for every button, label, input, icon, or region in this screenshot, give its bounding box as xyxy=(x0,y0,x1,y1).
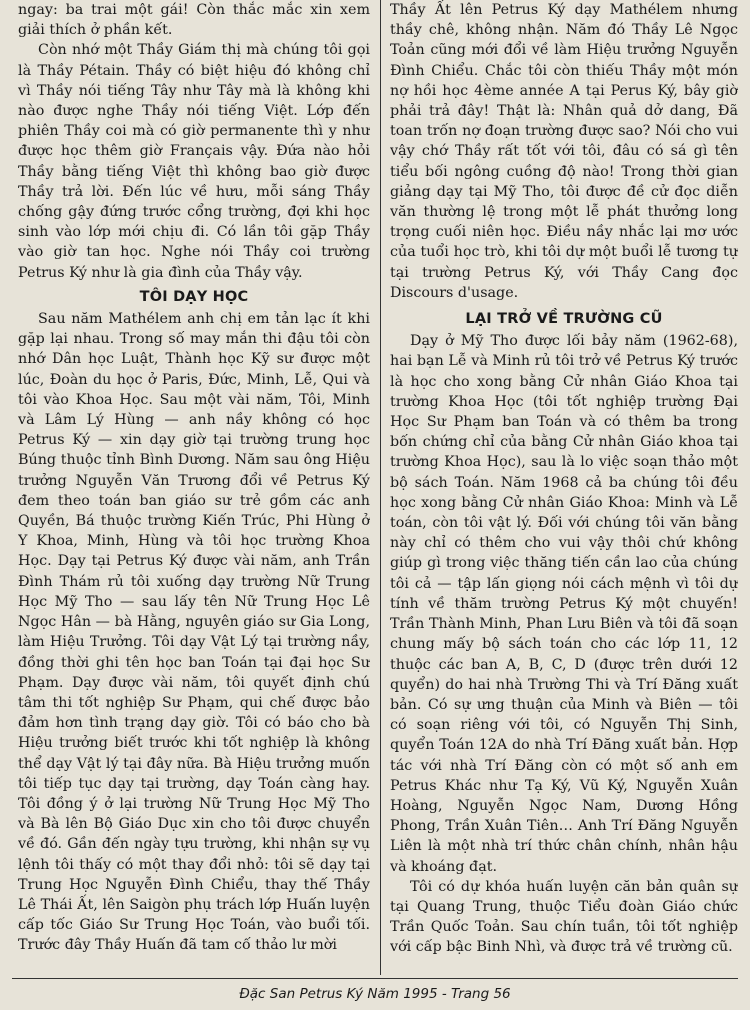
paragraph: Tôi có dự khóa huấn luyện căn bản quân sự tại Quang Trung, thuộc Tiểu đoàn Giáo chức Trần Quốc Toản. Sau chín tuần, tôi tốt nghiệp với cấp bậc Binh Nhì, và được trả về trường cũ. xyxy=(390,878,738,956)
paragraph: ngay: ba trai một gái! Còn thắc mắc xin xem giải thích ở phần kết. xyxy=(18,2,370,39)
left-column xyxy=(18,0,370,970)
paragraph: Còn nhớ một Thầy Giám thị mà chúng tôi gọi là Thầy Pétain. Thầy có biệt hiệu đó không chỉ vì Thầy nói tiếng Tây như Tây mà là không khi nào được nghe Thầy nói tiếng Việt. Lớp đến phiên Thầy coi mà có giờ permanente thì y như được học thêm giờ Français vậy. Đứa nào hỏi Thầy bằng tiếng Việt thì không bao giờ được Thầy trả lời. Đến lúc về hưu, mỗi sáng Thầy chống gậy đứng trước cổng trường, đợi khi học sinh vào lớp mới chịu đi. Có lần tôi gặp Thầy vào giờ tan học. Nghe nói Thầy coi trường Petrus Ký như là gia đình của Thầy vậy. xyxy=(18,42,370,281)
page-footer: Đặc San Petrus Ký Năm 1995 - Trang 56 xyxy=(239,986,511,1002)
section-heading: TÔI DẠY HỌC xyxy=(139,288,249,305)
section-heading: LẠI TRỞ VỀ TRƯỜNG CŨ xyxy=(465,311,663,328)
paragraph: Thầy Ất lên Petrus Ký dạy Mathélem nhưng thầy chê, không nhận. Năm đó Thầy Lê Ngọc Toản cũng mới đổi về làm Hiệu trưởng Nguyễn Đình Chiểu. Chắc tôi còn thiếu Thầy một món nợ hồi học 4ème année A tại Perus Ký, bây giờ phải trả đây! Thật là: Nhân quả dở dang, Đã toan trốn nợ đoạn trường được sao? Nói cho vui vậy chớ Thầy rất tốt với tôi, đâu có sá gì tên tiểu bối ngông cuồng độ nào! Trong thời gian giảng dạy tại Mỹ Tho, tôi được đề cử đọc diễn văn thường lệ trong một lễ phát thưởng long trọng cuối niên học. Điều nầy nhắc lại mơ ước của tuổi học trò, khi tôi dự một buổi lễ tương tự tại trường Petrus Ký, với Thầy Cang đọc Discours d'usage. xyxy=(390,2,738,301)
footer-rule xyxy=(12,978,738,979)
paragraph: Sau năm Mathélem anh chị em tản lạc ít khi gặp lại nhau. Trong số may mắn thi đậu tôi còn nhớ Dân học Luật, Thành học Kỹ sư được một lúc, Đoàn du học ở Paris, Đức, Minh, Lễ, Qui và tôi vào Khoa Học. Sau một vài năm, Tôi, Minh và Lâm Lý Hùng — anh nầy không có học Petrus Ký — xin dạy giờ tại trường trung học Búng thuộc tỉnh Bình Dương. Năm sau ông Hiệu trưởng Nguyễn Văn Trương đổi về Petrus Ký đem theo toán ban giáo sư trẻ gồm các anh Quyền, Bá thuộc trường Kiến Trúc, Phi Hùng ở Y Khoa, Minh, Hùng và tôi học trường Khoa Học. Dạy tại Petrus Ký được vài năm, anh Trần Đình Thám rủ tôi xuống dạy trường Nữ Trung Học Mỹ Tho — sau lấy tên Nữ Trung Học Lê Ngọc Hân — bà Hằng, nguyên giáo sư Gia Long, làm Hiệu Trưởng. Tôi dạy Vật Lý tại trường nầy, đồng thời ghi tên học ban Toán tại đại học Sư Phạm. Dạy được vài năm, tôi quyết định chú tâm thi tốt nghiệp Sư Phạm, qui chế được bảo đảm hơn tình trạng dạy giờ. Tôi có báo cho bà Hiệu trưởng biết trước khi tốt nghiệp là không thể dạy Vật lý tại đây nữa. Bà Hiệu trưởng muốn tôi tiếp tục dạy tại trường, dạy Toán càng hay. Tôi đồng ý ở lại trường Nữ Trung Học Mỹ Tho và Bà lên Bộ Giáo Dục xin cho tôi được chuyển về đó. Gần đến ngày tựu trường, khi nhận sự vụ lệnh tôi thấy có một thay đổi nhỏ: tôi sẽ dạy tại Trung Học Nguyễn Đình Chiểu, thay thế Thầy Lê Thái Ất, lên Saigòn phụ trách lớp Huấn luyện cấp tốc Giáo Sư Trung Học Toán, vào buổi tối. Trước đây Thầy Huấn đã tam cố thảo lư mời xyxy=(18,311,370,954)
paragraph: Dạy ở Mỹ Tho được lối bảy năm (1962-68), hai bạn Lễ và Minh rủ tôi trở về Petrus Ký trước là học cho xong bằng Cử nhân Giáo Khoa tại trường Khoa Học (tôi tốt nghiệp trường Đại Học Sư Phạm ban Toán và có thêm ba trong bốn chứng chỉ của bằng Cử nhân Giáo khoa tại trường Khoa Học), sau là lo việc soạn thảo một bộ sách Toán. Năm 1968 cả ba chúng tôi đều học xong bằng Cử nhân Giáo Khoa: Minh và Lễ toán, còn tôi vật lý. Đối với chúng tôi văn bằng này chỉ có thêm cho vui vậy thôi chứ không giúp gì trong việc thăng tiến cần lao của chúng tôi cả — tập lấn giọng nói cách mệnh vì tôi dự tính về thăm trường Petrus Ký một chuyến! Trần Thành Minh, Phan Lưu Biên và tôi đã soạn chung mấy bộ sách toán cho các lớp 11, 12 thuộc các ban A, B, C, D (được trên dưới 12 quyển) do hai nhà Trường Thi và Trí Đăng xuất bản. Có sự ưng thuận của Minh và Biên — tôi có soạn riêng với tôi, có Nguyễn Thị Sinh, quyển Toán 12A do nhà Trí Đăng xuất bản. Hợp tác với nhà Trí Đăng còn có một số anh em Petrus Khác như Tạ Ký, Vũ Ký, Nguyễn Xuân Hoàng, Nguyễn Ngọc Nam, Dương Hồng Phong, Trần Xuân Tiên… Anh Trí Đăng Nguyễn Liên là một nhà trí thức chân chính, nhân hậu và khoáng đạt. xyxy=(390,333,738,875)
right-column xyxy=(390,0,738,970)
column-divider xyxy=(380,0,381,975)
